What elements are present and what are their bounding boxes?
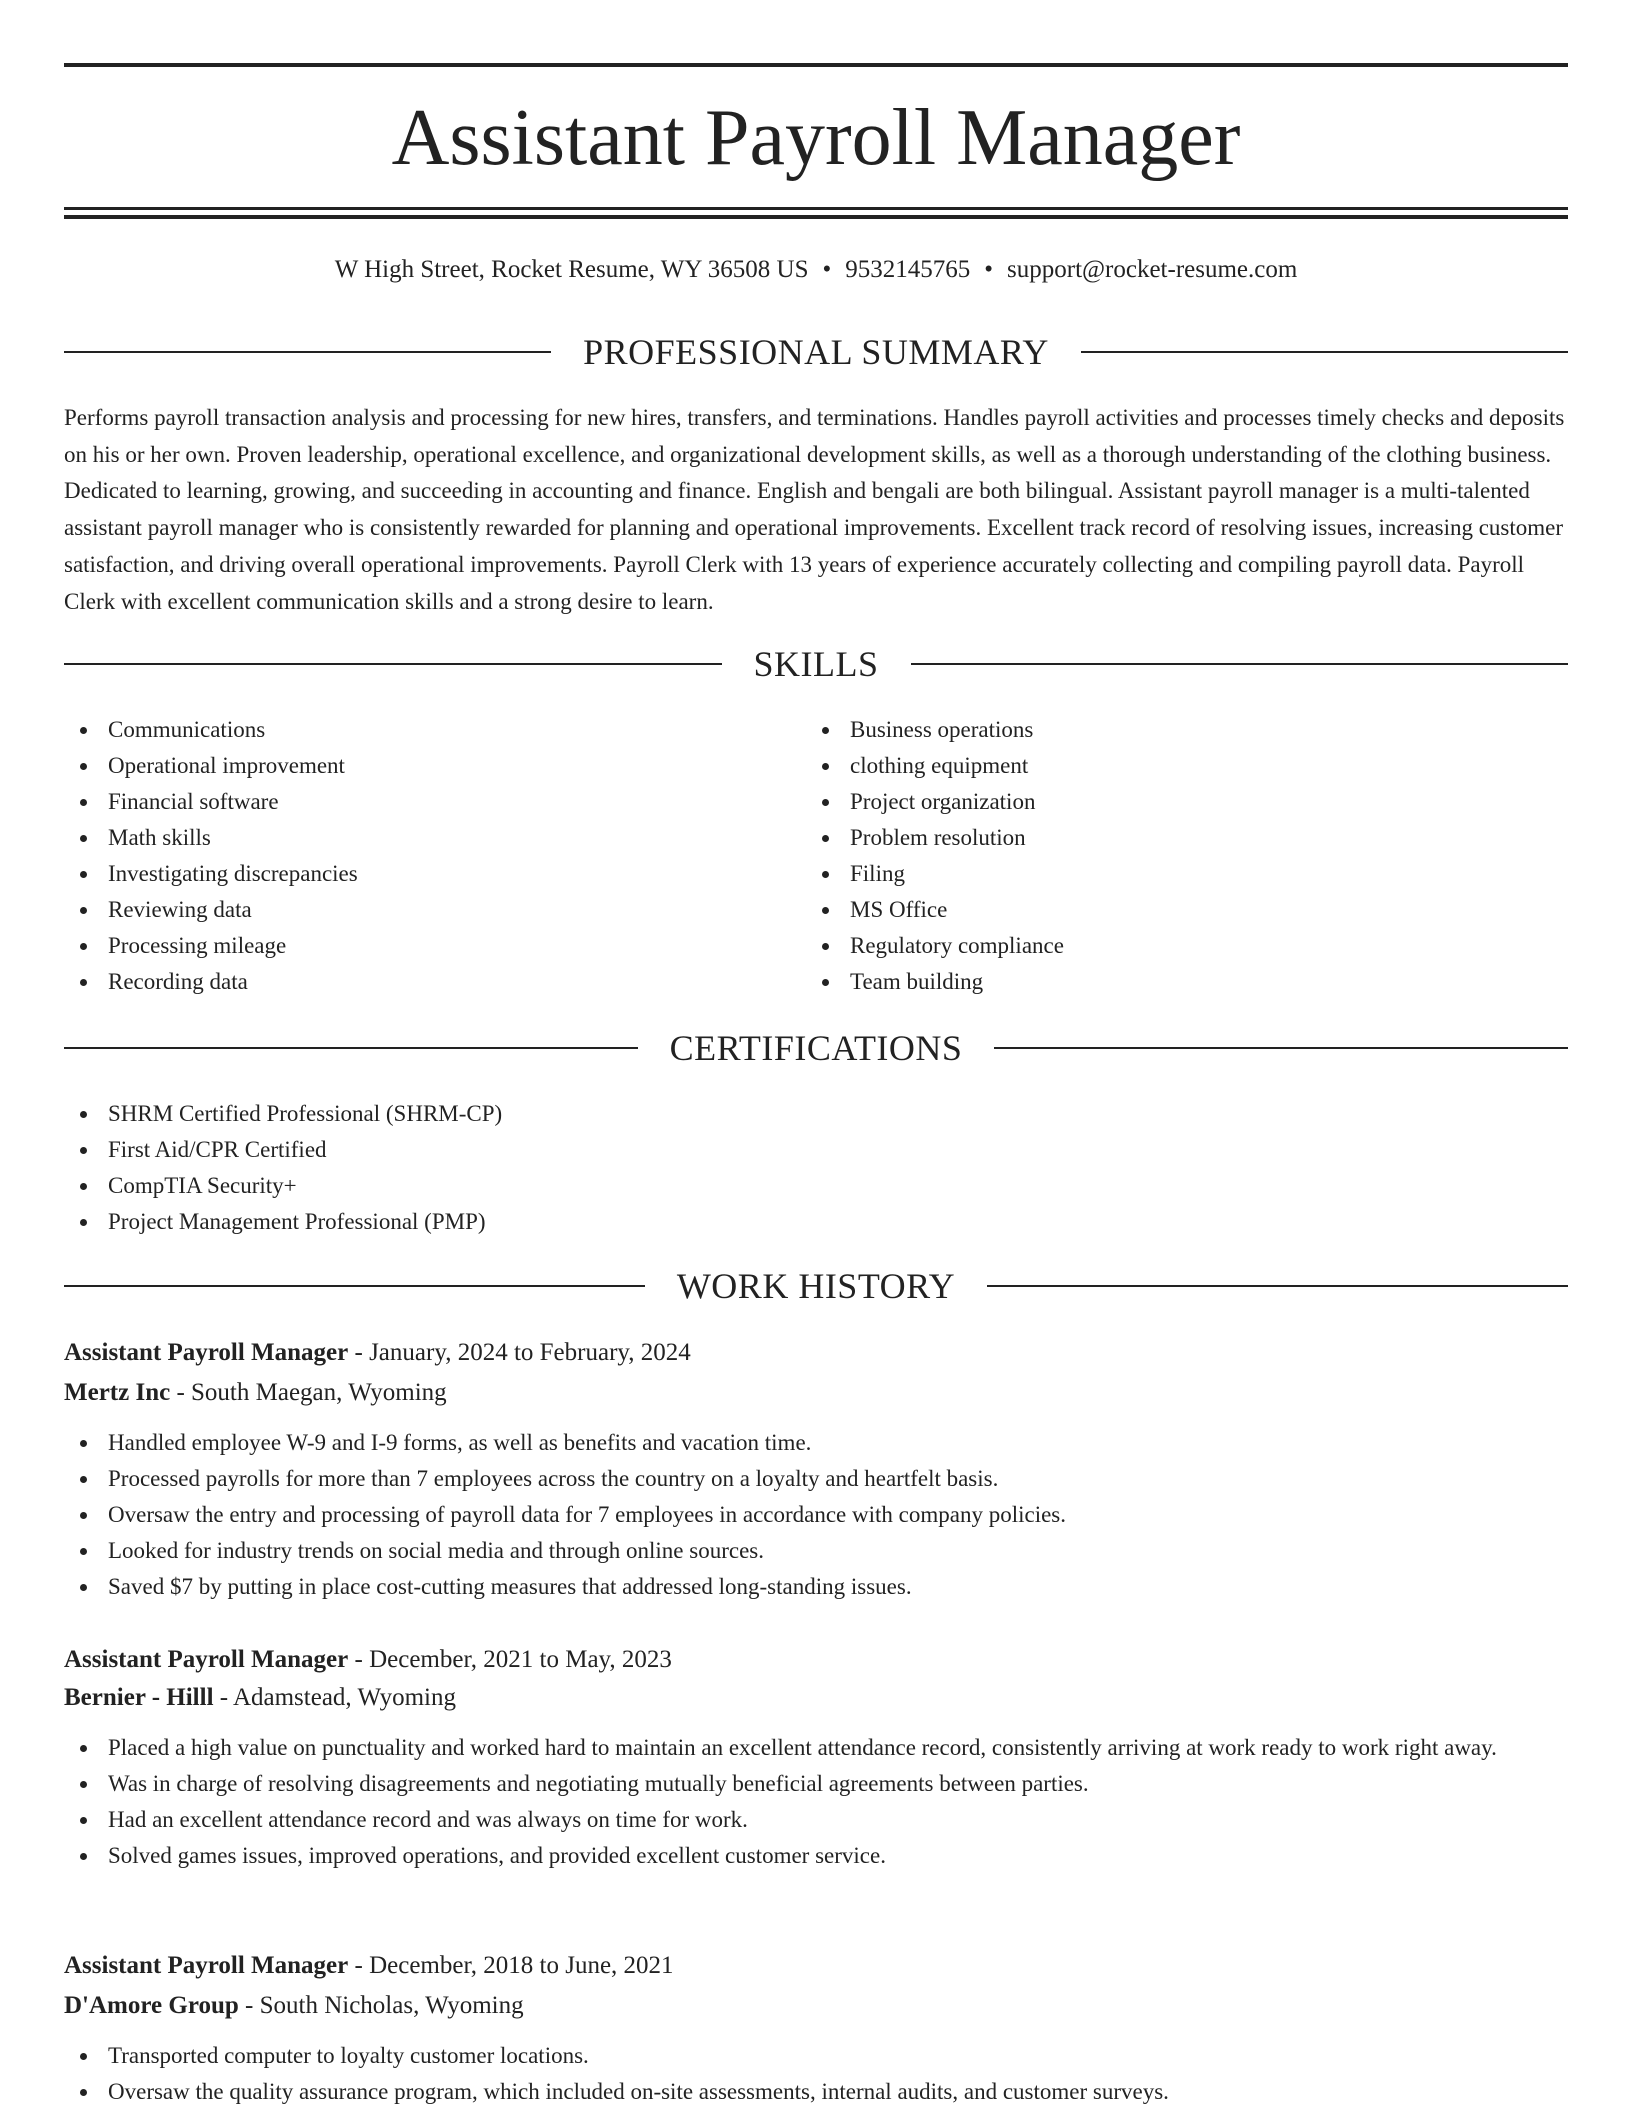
certification-item: SHRM Certified Professional (SHRM-CP) [64,1096,1568,1132]
section-heading-label: SKILLS [753,644,879,684]
job-dates: - December, 2018 to June, 2021 [348,1952,674,1979]
skill-item: Reviewing data [64,892,804,928]
job-location: - Adamstead, Wyoming [213,1684,456,1711]
job-entry [64,1642,1568,1874]
job-bullet: Had an excellent attendance record and was always on time for work. [64,1802,1568,1838]
section-heading-label: WORK HISTORY [676,1266,956,1306]
job-title: Assistant Payroll Manager [64,1646,349,1673]
job-bullet: Processed payrolls for more than 7 employees across the country on a loyalty and heartfelt basis. [64,1461,1568,1497]
section-heading-skills [64,642,1568,686]
skill-item: Investigating discrepancies [64,856,804,892]
contact-separator: • [984,256,994,283]
skills-list-right [806,712,1546,1000]
skill-item: Operational improvement [64,748,804,784]
skill-item: Financial software [64,784,804,820]
heading-rule [1081,351,1568,353]
certification-item: Project Management Professional (PMP) [64,1204,1568,1240]
section-heading-summary [64,330,1568,374]
job-title-line [64,1642,1568,1678]
contact-separator: • [822,256,832,283]
heading-rule [64,1285,645,1287]
job-bullet: Solved games issues, improved operations, and provided excellent customer service. [64,1838,1568,1874]
title-rule-upper [64,207,1568,210]
job-location: - South Nicholas, Wyoming [238,1992,524,2019]
summary-text: Performs payroll transaction analysis and processing for new hires, transfers, and terminations. Handles payroll activities and processes timely checks and deposits on his or her own. Proven leadership, operational excellence, and organizational development skills, as well as a thorough understanding of the clothing business. Dedicated to learning, growing, and succeeding in accounting and finance. English and bengali are both bilingual. Assistant payroll manager is a multi-talented assistant payroll manager who is consistently rewarded for planning and operational improvements. Excellent track record of resolving issues, increasing customer satisfaction, and driving overall operational improvements. Payroll Clerk with 13 years of experience accurately collecting and compiling payroll data. Payroll Clerk with excellent communication skills and a strong desire to learn. [64,405,1565,614]
job-bullet: Placed a high value on punctuality and worked hard to maintain an excellent attendance record, consistently arriving at work ready to work right away. [64,1730,1568,1766]
contact-address: W High Street, Rocket Resume, WY 36508 US [334,256,809,283]
contact-email: support@rocket-resume.com [1007,256,1298,283]
job-bullet: Handled employee W-9 and I-9 forms, as well as benefits and vacation time. [64,1425,1568,1461]
job-entry [64,1948,1568,2110]
job-bullet: Oversaw the entry and processing of payroll data for 7 employees in accordance with company policies. [64,1497,1568,1533]
skills-list-left [64,712,804,1000]
job-bullets [64,2038,1568,2110]
job-company-line [64,1988,1568,2024]
skill-item: Project organization [806,784,1546,820]
skill-item: Filing [806,856,1546,892]
skill-item: MS Office [806,892,1546,928]
job-company: Bernier - Hilll [64,1684,214,1711]
skill-item: Business operations [806,712,1546,748]
job-dates: - December, 2021 to May, 2023 [348,1646,672,1673]
page-title: Assistant Payroll Manager [391,94,1241,182]
heading-rule [994,1047,1568,1049]
title-rule-lower [64,215,1568,219]
section-heading-label: CERTIFICATIONS [669,1028,963,1068]
job-title: Assistant Payroll Manager [64,1952,349,1979]
job-company-line [64,1680,1568,1716]
heading-rule [64,351,551,353]
heading-rule [64,663,722,665]
heading-rule [64,1047,638,1049]
skill-item: Communications [64,712,804,748]
skill-item: Regulatory compliance [806,928,1546,964]
certification-item: First Aid/CPR Certified [64,1132,1568,1168]
section-heading-work-history [64,1264,1568,1308]
section-heading-certifications [64,1026,1568,1070]
contact-line [64,252,1568,288]
heading-rule [911,663,1569,665]
contact-phone: 9532145765 [845,256,971,283]
job-title-line [64,1948,1568,1984]
section-heading-label: PROFESSIONAL SUMMARY [583,332,1049,372]
job-title-line [64,1335,1568,1371]
job-dates: - January, 2024 to February, 2024 [348,1339,691,1366]
skill-item: Team building [806,964,1546,1000]
job-company-line [64,1375,1568,1411]
job-bullet: Was in charge of resolving disagreements and negotiating mutually beneficial agreements between parties. [64,1766,1568,1802]
skill-item: Math skills [64,820,804,856]
job-bullet: Saved $7 by putting in place cost-cutting measures that addressed long-standing issues. [64,1569,1568,1605]
skill-item: Problem resolution [806,820,1546,856]
job-entry [64,1335,1568,1605]
job-bullet: Oversaw the quality assurance program, which included on-site assessments, internal audits, and customer surveys. [64,2074,1568,2110]
job-company: Mertz Inc [64,1379,171,1406]
heading-rule [987,1285,1568,1287]
job-title: Assistant Payroll Manager [64,1339,349,1366]
job-bullets [64,1730,1568,1874]
job-company: D'Amore Group [64,1992,239,2019]
skill-item: clothing equipment [806,748,1546,784]
job-bullet: Transported computer to loyalty customer locations. [64,2038,1568,2074]
job-bullet: Looked for industry trends on social media and through online sources. [64,1533,1568,1569]
job-bullets [64,1425,1568,1605]
skill-item: Recording data [64,964,804,1000]
certifications-list [64,1096,1568,1240]
top-rule [64,63,1568,67]
skill-item: Processing mileage [64,928,804,964]
certification-item: CompTIA Security+ [64,1168,1568,1204]
job-location: - South Maegan, Wyoming [170,1379,447,1406]
